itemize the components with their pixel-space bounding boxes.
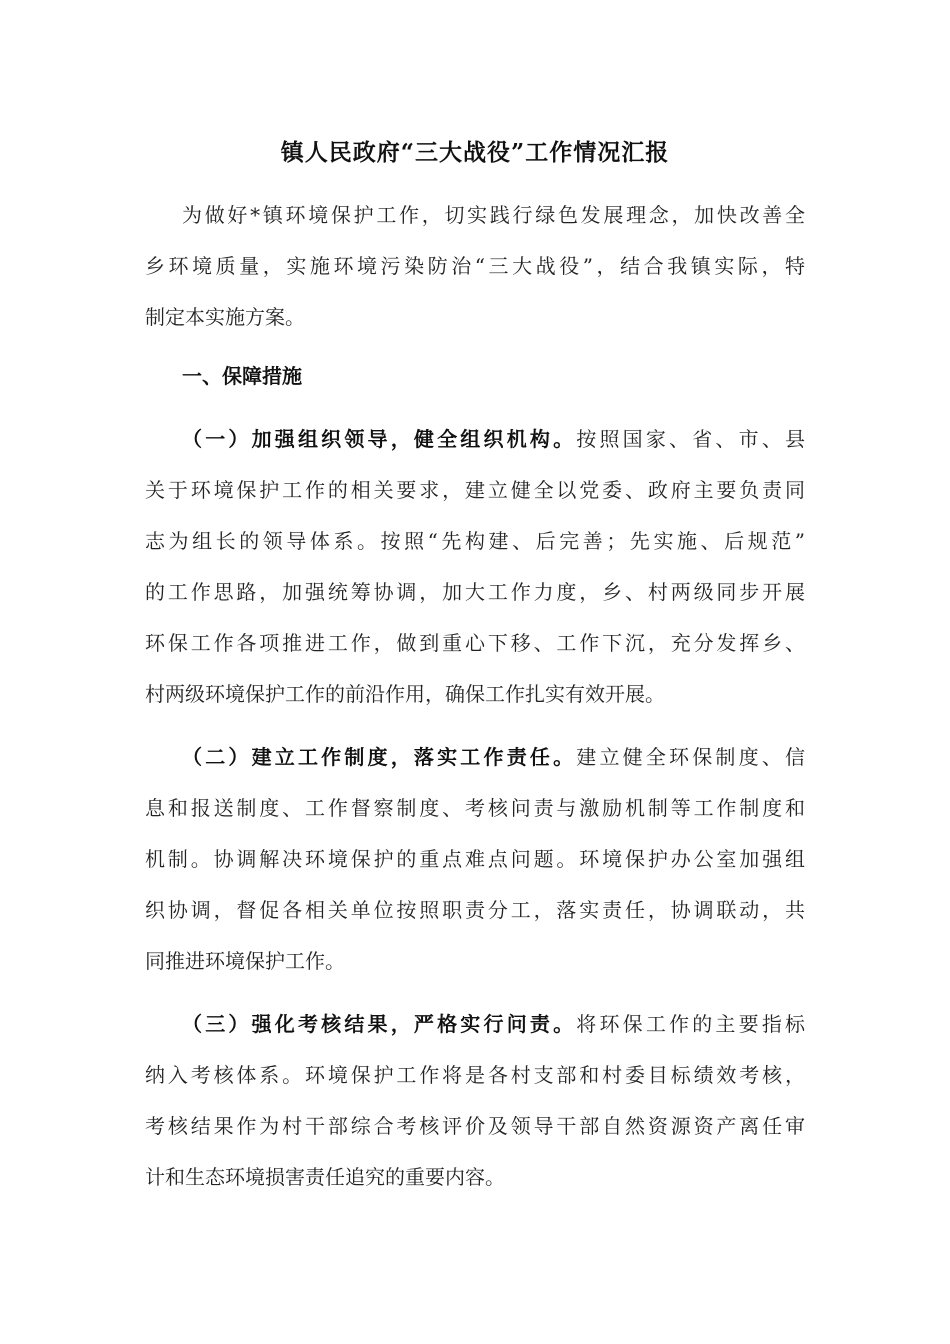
text-run: 建立健全环保制度、信 xyxy=(576,745,806,769)
text-line: 关于环境保护工作的相关要求，建立健全以党委、政府主要负责同 xyxy=(145,478,805,502)
intro-paragraph xyxy=(145,190,805,343)
section-heading: 一、保障措施 xyxy=(182,364,302,388)
text-line: 乡环境质量，实施环境污染防治“三大战役”，结合我镇实际，特 xyxy=(145,254,805,278)
text-line: 机制。协调解决环境保护的重点难点问题。环境保护办公室加强组 xyxy=(145,847,805,871)
document-page xyxy=(145,128,805,1203)
measure-paragraph-2 xyxy=(145,732,805,987)
text-line: 为做好*镇环境保护工作，切实践行绿色发展理念，加快改善全 xyxy=(182,203,805,227)
paragraph-lead: （一）加强组织领导，健全组织机构。 xyxy=(182,427,577,451)
text-run: 将环保工作的主要指标 xyxy=(576,1012,806,1036)
text-line: 同推进环境保护工作。 xyxy=(145,949,345,973)
text-line: 制定本实施方案。 xyxy=(145,305,305,329)
paragraph-lead: （三）强化考核结果，严格实行问责。 xyxy=(182,1012,577,1036)
measure-paragraph-1 xyxy=(145,414,805,720)
measure-paragraph-3 xyxy=(145,999,805,1203)
text-line: 计和生态环境损害责任追究的重要内容。 xyxy=(145,1165,505,1189)
text-line: 织协调，督促各相关单位按照职责分工，落实责任，协调联动，共 xyxy=(145,898,805,922)
text-line: 考核结果作为村干部综合考核评价及领导干部自然资源资产离任审 xyxy=(145,1114,805,1138)
text-line: 的工作思路，加强统筹协调，加大工作力度，乡、村两级同步开展 xyxy=(145,580,805,604)
text-line: 环保工作各项推进工作，做到重心下移、工作下沉，充分发挥乡、 xyxy=(145,631,805,655)
text-line xyxy=(145,732,805,783)
paragraph-lead: （二）建立工作制度，落实工作责任。 xyxy=(182,745,577,769)
text-line: 息和报送制度、工作督察制度、考核问责与激励机制等工作制度和 xyxy=(145,796,805,820)
text-run: 按照国家、省、市、县 xyxy=(576,427,806,451)
text-line: 村两级环境保护工作的前沿作用，确保工作扎实有效开展。 xyxy=(145,682,665,706)
text-line xyxy=(145,414,805,465)
document-title: 镇人民政府“三大战役”工作情况汇报 xyxy=(280,139,670,166)
text-line xyxy=(145,999,805,1050)
text-line: 纳入考核体系。环境保护工作将是各村支部和村委目标绩效考核， xyxy=(145,1063,805,1087)
text-line: 志为组长的领导体系。按照“先构建、后完善；先实施、后规范” xyxy=(145,529,805,553)
